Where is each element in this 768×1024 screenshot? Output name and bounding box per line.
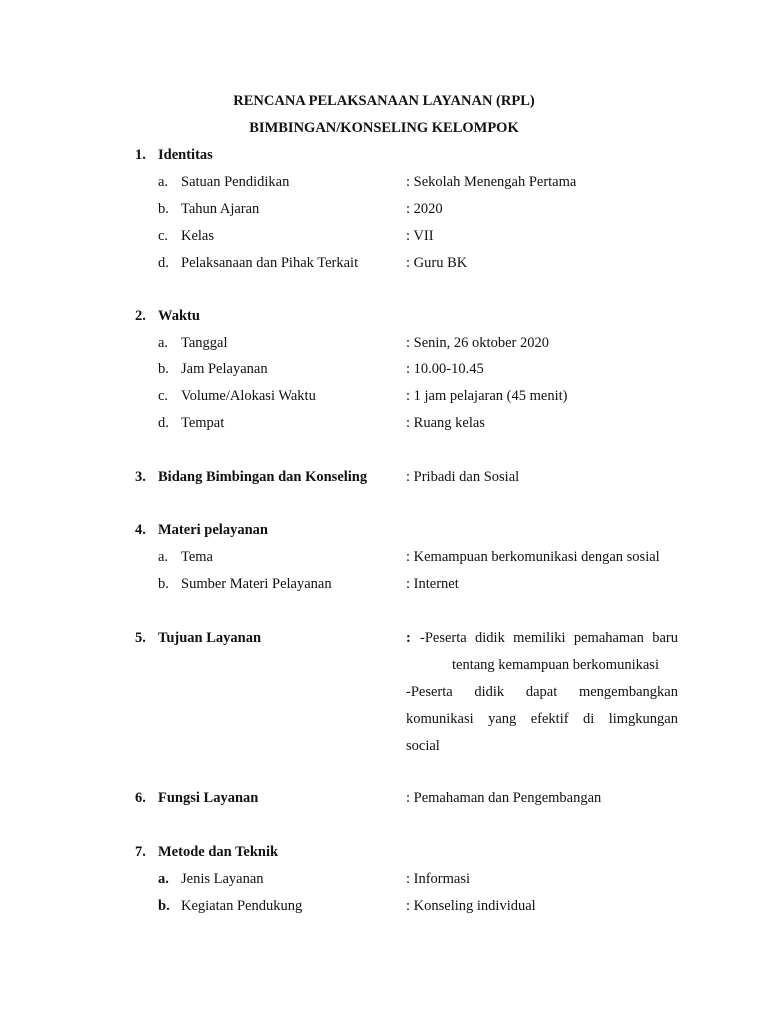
- section-heading: Waktu: [158, 308, 200, 324]
- item-letter: b.: [158, 201, 169, 217]
- item-letter: a.: [158, 174, 169, 190]
- item-value: : Kemampuan berkomunikasi dengan sosial: [406, 549, 660, 565]
- item-letter: d.: [158, 415, 169, 431]
- objective-line: -Peserta didik dapat mengembangkan: [406, 684, 678, 700]
- objective-line: -Peserta didik memiliki pemahaman baru: [420, 630, 678, 646]
- item-letter: a.: [158, 549, 169, 565]
- item-value: : 2020: [406, 201, 443, 217]
- section-number: 2.: [135, 308, 146, 324]
- item-label: Kegiatan Pendukung: [181, 898, 303, 914]
- item-label: Tahun Ajaran: [181, 201, 260, 217]
- section-number: 7.: [135, 844, 146, 860]
- section-heading: Bidang Bimbingan dan Konseling: [158, 469, 368, 485]
- item-letter: b.: [158, 361, 169, 377]
- item-value: : Guru BK: [406, 255, 468, 271]
- document-subtitle: BIMBINGAN/KONSELING KELOMPOK: [249, 120, 519, 136]
- objective-line: social: [406, 738, 440, 754]
- item-value: : Informasi: [406, 871, 471, 887]
- item-value: : 10.00-10.45: [406, 361, 484, 377]
- item-value: : 1 jam pelajaran (45 menit): [406, 388, 568, 404]
- item-label: Sumber Materi Pelayanan: [181, 576, 332, 592]
- section-number: 3.: [135, 469, 146, 485]
- section-heading: Materi pelayanan: [158, 522, 268, 538]
- section-number: 1.: [135, 147, 146, 163]
- item-value: : Konseling individual: [406, 898, 536, 914]
- section-number: 6.: [135, 790, 146, 806]
- item-label: Tanggal: [181, 335, 228, 351]
- item-letter: a.: [158, 871, 169, 887]
- section-heading: Identitas: [158, 147, 213, 163]
- objective-line: komunikasi yang efektif di limgkungan: [406, 711, 678, 727]
- item-label: Pelaksanaan dan Pihak Terkait: [181, 255, 359, 271]
- document-title: RENCANA PELAKSANAAN LAYANAN (RPL): [233, 93, 535, 109]
- item-label: Satuan Pendidikan: [181, 174, 290, 190]
- item-letter: c.: [158, 388, 169, 404]
- item-value: : VII: [406, 228, 434, 244]
- section-value: : Pemahaman dan Pengembangan: [406, 790, 602, 806]
- item-label: Volume/Alokasi Waktu: [181, 388, 316, 404]
- section-heading: Metode dan Teknik: [158, 844, 279, 860]
- item-label: Jam Pelayanan: [181, 361, 268, 377]
- item-letter: b.: [158, 898, 170, 914]
- section-heading: Tujuan Layanan: [158, 630, 262, 646]
- section-colon: :: [406, 630, 411, 646]
- item-letter: c.: [158, 228, 169, 244]
- item-value: : Internet: [406, 576, 459, 592]
- section-number: 5.: [135, 630, 146, 646]
- item-value: : Sekolah Menengah Pertama: [406, 174, 577, 190]
- item-letter: b.: [158, 576, 169, 592]
- item-value: : Senin, 26 oktober 2020: [406, 335, 549, 351]
- item-letter: d.: [158, 255, 169, 271]
- item-label: Tempat: [181, 415, 225, 431]
- section-heading: Fungsi Layanan: [158, 790, 259, 806]
- section-number: 4.: [135, 522, 146, 538]
- item-label: Jenis Layanan: [181, 871, 264, 887]
- objective-line: tentang kemampuan berkomunikasi: [452, 657, 659, 673]
- item-label: Kelas: [181, 228, 215, 244]
- item-label: Tema: [181, 549, 213, 565]
- section-value: : Pribadi dan Sosial: [406, 469, 520, 485]
- item-value: : Ruang kelas: [406, 415, 485, 431]
- item-letter: a.: [158, 335, 169, 351]
